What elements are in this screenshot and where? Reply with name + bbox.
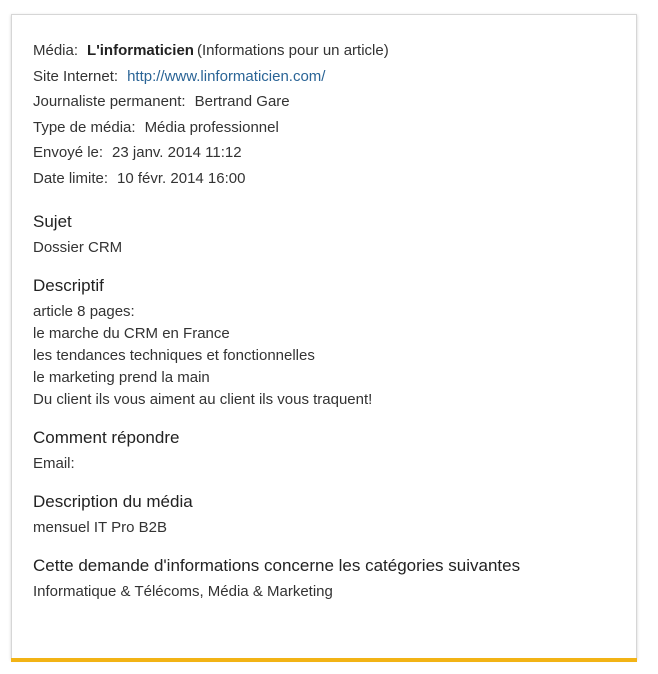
site-row [33,64,626,90]
description-line: le marketing prend la main [33,369,210,386]
sent-row [33,140,626,166]
description-line: les tendances techniques et fonctionnelles [33,347,315,364]
respond-text: Email: [33,455,75,472]
media-type-value: Média professionnel [144,118,279,136]
site-link[interactable]: http://www.linformaticien.com/ [127,67,326,85]
deadline-row [33,166,626,192]
subject-title: Sujet [33,212,72,231]
deadline-label: Date limite: [33,169,109,187]
media-description-title: Description du média [33,492,193,511]
media-note: (Informations pour un article) [196,42,389,59]
journalist-row [33,89,626,115]
deadline-value: 10 févr. 2014 16:00 [117,169,246,187]
media-label: Média: [33,42,79,59]
subject-text: Dossier CRM [33,239,123,256]
request-card [11,14,637,659]
journalist-name: Bertrand Gare [194,93,290,110]
description-line: le marche du CRM en France [33,325,230,342]
journalist-label: Journaliste permanent: [33,93,186,110]
categories-text: Informatique & Télécoms, Média & Marketing [33,583,333,600]
categories-title: Cette demande d'informations concerne les catégories suivantes [33,556,521,575]
sent-value: 23 janv. 2014 11:12 [112,144,242,161]
description-line: article 8 pages: [33,303,135,320]
media-row [33,38,626,64]
description-title: Descriptif [33,276,104,295]
media-name: L'informaticien [87,42,194,59]
sent-label: Envoyé le: [33,144,104,161]
site-label: Site Internet: [33,67,119,85]
description-body [33,301,626,411]
media-type-label: Type de média: [33,118,136,136]
request-content [33,38,626,603]
media-description-text: mensuel IT Pro B2B [33,519,167,536]
accent-bar [11,658,637,662]
media-type-row [33,115,626,141]
description-line: Du client ils vous aiment au client ils vous traquent! [33,391,373,408]
respond-title: Comment répondre [33,428,180,447]
